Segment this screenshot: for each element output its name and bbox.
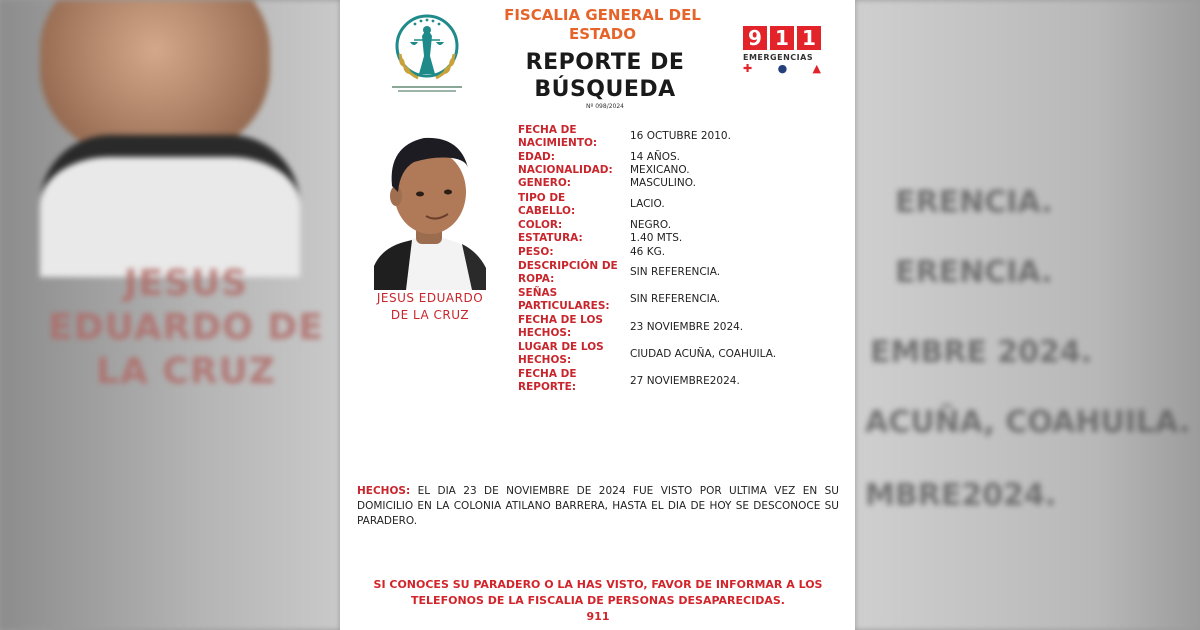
field-value-event-place: CIUDAD ACUÑA, COAHUILA.	[630, 348, 777, 360]
person-name-line2: DE LA CRUZ	[390, 308, 470, 322]
field-label-height: ESTATURA:	[518, 232, 583, 244]
background-fragment: ERENCIA.	[895, 185, 1053, 220]
field-label-gender: GENERO:	[518, 177, 571, 189]
report-title	[500, 49, 710, 103]
background-fragment: ACUÑA, COAHUILA.	[865, 405, 1191, 440]
agency-name: FISCALIA GENERAL DEL ESTADO	[504, 6, 701, 43]
facts-text: EL DIA 23 DE NOVIEMBRE DE 2024 FUE VISTO POR ULTIMA VEZ EN SU DOMICILIO EN LA COLONIA ATILANO BARRERA, HASTA EL DIA DE HOY SE DESCONOCE SU PARADERO.	[357, 485, 839, 527]
field-value-birthdate: 16 OCTUBRE 2010.	[630, 130, 731, 142]
emergency-label: EMERGENCIAS	[743, 53, 814, 62]
field-value-clothing: SIN REFERENCIA.	[630, 266, 721, 278]
police-cap-icon: ●	[777, 62, 788, 75]
field-value-nationality: MEXICANO.	[630, 164, 690, 176]
field-label-event-place: LUGAR DE LOS HECHOS:	[518, 341, 604, 366]
field-label-hair-type: TIPO DE CABELLO:	[518, 192, 576, 217]
field-value-report-date: 27 NOVIEMBRE2024.	[630, 375, 740, 387]
field-label-report-date: FECHA DE REPORTE:	[518, 368, 577, 393]
field-value-event-date: 23 NOVIEMBRE 2024.	[630, 321, 744, 333]
search-report-poster	[340, 0, 855, 630]
person-name-line1: JESUS EDUARDO	[376, 291, 484, 305]
field-label-color: COLOR:	[518, 219, 563, 231]
background-fragment: ERENCIA.	[895, 255, 1053, 290]
logo-caption	[384, 84, 470, 94]
medical-cross-icon: ✚	[743, 62, 753, 75]
emergency-digits	[743, 26, 827, 50]
field-value-gender: MASCULINO.	[630, 177, 696, 189]
field-value-features: SIN REFERENCIA.	[630, 293, 721, 305]
report-title-line2: BÚSQUEDA	[534, 77, 676, 102]
facts-label: HECHOS:	[357, 485, 411, 497]
emergency-digit: 1	[770, 26, 794, 50]
background-right-blur	[855, 0, 1200, 630]
contact-notice-text: SI CONOCES SU PARADERO O LA HAS VISTO, FAVOR DE INFORMAR A LOS TELEFONOS DE LA FISCALIA DE PERSONAS DESAPARECIDAS.	[373, 578, 823, 607]
field-label-age: EDAD:	[518, 151, 555, 163]
missing-person-name	[360, 290, 500, 324]
contact-notice	[357, 577, 839, 625]
report-number: Nº 098/2024	[586, 103, 624, 110]
field-label-nationality: NACIONALIDAD:	[518, 164, 613, 176]
field-value-color: NEGRO.	[630, 219, 672, 231]
field-value-weight: 46 KG.	[630, 246, 666, 258]
field-value-height: 1.40 MTS.	[630, 232, 683, 244]
field-label-clothing: DESCRIPCIÓN DE ROPA:	[518, 260, 618, 285]
missing-person-photo	[374, 126, 486, 290]
field-label-weight: PESO:	[518, 246, 554, 258]
emergency-911-logo	[743, 26, 827, 86]
background-fragment: MBRE2024.	[865, 478, 1057, 513]
field-label-birthdate: FECHA DE NACIMIENTO:	[518, 124, 598, 149]
field-label-features: SEÑAS PARTICULARES:	[518, 287, 610, 312]
fire-helmet-icon: ▲	[812, 62, 821, 75]
background-fragment: EMBRE 2024.	[870, 335, 1093, 370]
emergency-digit: 9	[743, 26, 767, 50]
background-left-blur	[0, 0, 340, 630]
emergency-service-icons	[743, 63, 821, 75]
background-name: JESUS EDUARDO DE LA CRUZ	[48, 263, 324, 392]
field-label-event-date: FECHA DE LOS HECHOS:	[518, 314, 603, 339]
field-value-hair-type: LACIO.	[630, 198, 665, 210]
report-title-line1: REPORTE DE	[525, 50, 685, 75]
contact-phone: 911	[586, 610, 610, 623]
background-shirt	[40, 135, 300, 277]
emergency-digit: 1	[797, 26, 821, 50]
facts-paragraph	[357, 484, 839, 529]
field-value-age: 14 AÑOS.	[630, 151, 681, 163]
